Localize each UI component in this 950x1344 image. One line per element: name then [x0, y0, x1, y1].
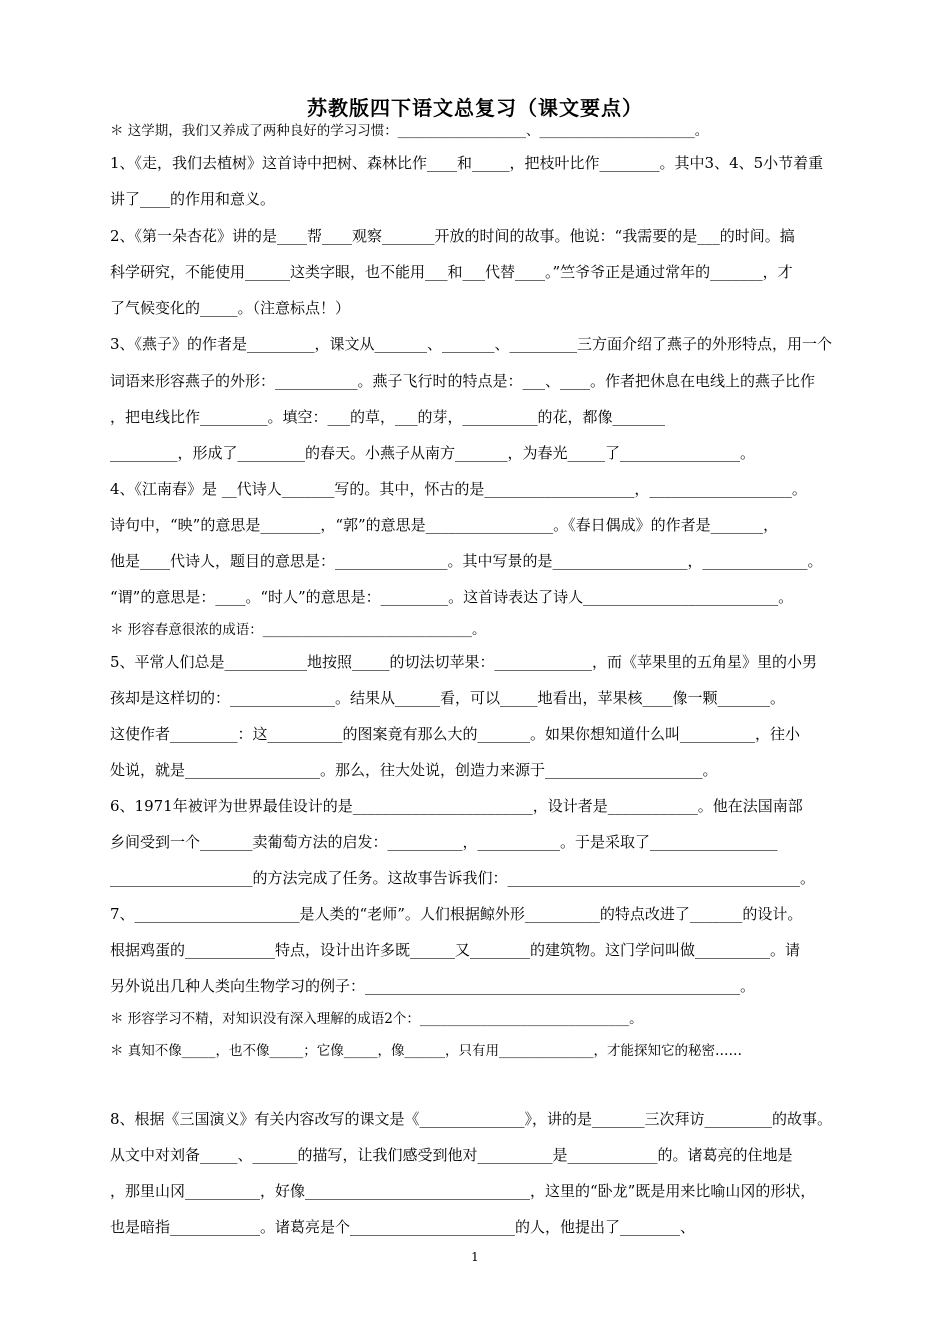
text-line: 处说，就是__________________。那么，往大处说，创造力来源于_____________________。 — [110, 761, 718, 779]
text-line: ＊ 真知不像_____，也不像_____；它像_____，像______，只有用______________，才能探知它的秘密…… — [110, 1043, 743, 1059]
text-line: ___________________的方法完成了任务。这故事告诉我们：_______________________________________。 — [110, 869, 816, 887]
text-line: 科学研究，不能使用______这类字眼，也不能用___和___代替____。”竺爷爷正是通过常年的_______，才 — [110, 263, 793, 281]
text-line: 从文中对刘备_____、______的描写，让我们感受到他对__________是____________的。诸葛亮的住地是 — [110, 1146, 793, 1164]
text-line: 乡间受到一个_______卖葡萄方法的启发：__________，___________。于是采取了_________________ — [110, 833, 778, 851]
text-line: ＊ 形容学习不精，对知识没有深入理解的成语2个：_______________________________。 — [110, 1011, 643, 1027]
text-line: 他是____代诗人，题目的意思是：_______________。其中写景的是__________________，______________。 — [110, 552, 823, 570]
text-line: 诗句中，“映”的意思是________，“郭”的意思是_________________。《春日偶成》的作者是_______， — [110, 516, 779, 534]
text-line: 另外说出几种人类向生物学习的例子：__________________________________________________。 — [110, 977, 756, 995]
text-line: 孩却是这样切的：______________。结果从______看，可以_____地看出，苹果核____像一颗_______。 — [110, 689, 786, 707]
text-line: 讲了____的作用和意义。 — [110, 190, 276, 208]
text-line: ＊ 形容春意很浓的成语：_______________________________。 — [110, 622, 486, 638]
text-line: 词语来形容燕子的外形：___________。燕子飞行时的特点是：___、____。作者把休息在电线上的燕子比作 — [110, 372, 816, 390]
text-line: 这使作者_________：这__________的图案竟有那么大的_______。如果你想知道什么叫__________，往小 — [110, 725, 801, 743]
text-line: 8、根据《三国演义》有关内容改写的课文是《______________》，讲的是_______三次拜访_________的故事。 — [110, 1110, 833, 1128]
page-title: 苏教版四下语文总复习（课文要点） — [307, 96, 643, 120]
text-line: 6、1971年被评为世界最佳设计的是________________________，设计者是____________。他在法国南部 — [110, 797, 803, 815]
page-number: 1 — [471, 1250, 479, 1264]
text-line: “谓”的意思是：____。“时人”的意思是：_________。这首诗表达了诗人__________________________。 — [110, 588, 794, 606]
text-line: 7、______________________是人类的“老师”。人们根据鲸外形__________的特点改进了_______的设计。 — [110, 905, 803, 923]
text-line: 了气候变化的_____。（注意标点！） — [110, 299, 351, 317]
text-line: 2、《第一朵杏花》讲的是____帮____观察_______开放的时间的故事。他说：“我需要的是___的时间。搞 — [110, 227, 795, 245]
text-line: 1、《走，我们去植树》这首诗中把树、森林比作____和_____，把枝叶比作________。其中3、4、5小节着重 — [110, 154, 824, 172]
text-line: _________，形成了_________的春天。小燕子从南方_______，为春光_____了________________。 — [110, 444, 756, 462]
text-line: 5、平常人们总是___________地按照_____的切法切苹果：_____________，而《苹果里的五角星》里的小男 — [110, 653, 818, 671]
text-line: ，把电线比作_________。填空：___的草，___的芽，__________的花，都像_______ — [110, 408, 666, 426]
text-line: ，那里山冈__________，好像______________________________，这里的“卧龙”既是用来比喻山冈的形状， — [110, 1182, 816, 1200]
text-line: ＊ 这学期，我们又养成了两种良好的学习习惯：___________________、_______________________。 — [110, 123, 709, 139]
text-line: 3、《燕子》的作者是_________，课文从_______、_______、_________三方面介绍了燕子的外形特点，用一个 — [110, 335, 833, 353]
text-line: 根据鸡蛋的____________特点，设计出许多既______又________的建筑物。这门学问叫做__________。请 — [110, 941, 801, 959]
text-line: 也是暗指____________。诸葛亮是个______________________的人，他提出了________、 — [110, 1218, 696, 1236]
text-line: 4、《江南春》是 __代诗人_______写的。其中，怀古的是____________________，___________________。 — [110, 480, 807, 498]
